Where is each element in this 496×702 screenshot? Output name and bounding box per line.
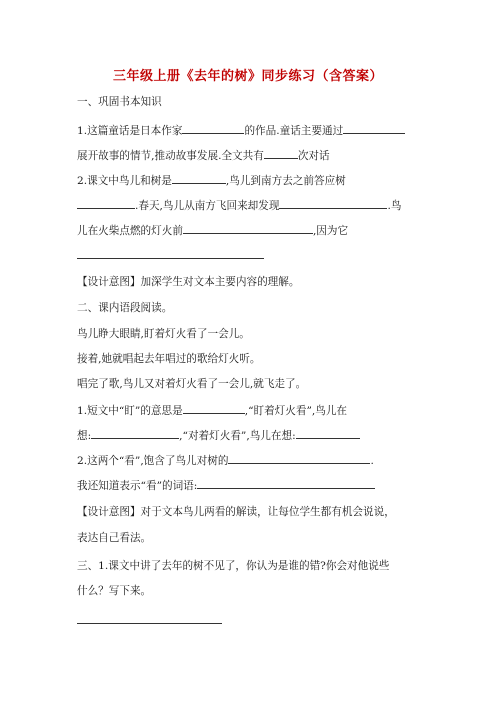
s3-question1-line1: 三、1.课文中讲了去年的树不见了，你认为是谁的错?你会对他说些: [77, 560, 390, 572]
s2-design-intent-cont: 表达自己看法。: [77, 532, 152, 544]
s2-question1-line2: 想: ,“对着灯火看”,鸟儿在想:: [77, 427, 360, 443]
s1-question2-line1: 2.课文中鸟儿和树是 ,鸟儿到南方去之前答应树: [77, 172, 346, 188]
s2-paragraph1: 鸟儿睁大眼睛,盯着灯火看了一会儿。: [77, 328, 250, 340]
s1-design-intent: 【设计意图】加深学生对文本主要内容的理解。: [77, 276, 300, 288]
answer-blank[interactable]: [279, 197, 387, 209]
s2-question2-line1: 2.这两个“看”,饱含了鸟儿对树的 .: [77, 452, 374, 468]
s2-paragraph2: 接着,她就唱起去年唱过的歌给灯火听。: [77, 353, 261, 365]
s2-question2-line2: 我还知道表示“看”的词语:: [77, 477, 375, 493]
answer-blank[interactable]: [182, 122, 244, 134]
answer-blank[interactable]: [183, 222, 313, 234]
answer-blank[interactable]: [77, 197, 135, 209]
s2-paragraph3: 唱完了歌,鸟儿又对着灯火看了一会儿,就飞走了。: [77, 378, 307, 390]
answer-blank[interactable]: [343, 122, 405, 134]
s2-question1-line1: 1.短文中“盯”的意思是 ,“盯着灯火看”,鸟儿在: [77, 402, 347, 418]
page-title: 三年级上册《去年的树》同步练习（含答案）: [112, 69, 383, 84]
answer-blank[interactable]: [296, 427, 360, 439]
s3-question1-line2: 什么？写下来。: [77, 585, 152, 597]
section2-heading: 二、课内语段阅读。: [77, 302, 173, 314]
answer-blank[interactable]: [228, 452, 370, 464]
answer-blank[interactable]: [197, 477, 375, 489]
answer-line[interactable]: [77, 258, 264, 259]
s2-design-intent: 【设计意图】对于文本鸟儿两看的解读，让每位学生都有机会说说，: [77, 506, 395, 518]
section1-heading: 一、巩固书本知识: [77, 96, 162, 108]
answer-blank[interactable]: [264, 147, 298, 159]
s1-question1-line1: 1.这篇童话是日本作家 的作品.童话主要通过: [77, 122, 405, 138]
s1-question1-line2: 展开故事的情节,推动故事发展.全文共有 次对话: [77, 147, 330, 163]
answer-blank[interactable]: [91, 427, 179, 439]
answer-blank[interactable]: [172, 172, 226, 184]
answer-line[interactable]: [77, 623, 222, 624]
s1-question2-line2: .春天,鸟儿从南方飞回来却发现 .鸟: [77, 197, 401, 213]
answer-blank[interactable]: [183, 402, 245, 414]
s1-question2-line3: 儿在火柴点燃的灯火前 ,因为它: [77, 222, 348, 238]
